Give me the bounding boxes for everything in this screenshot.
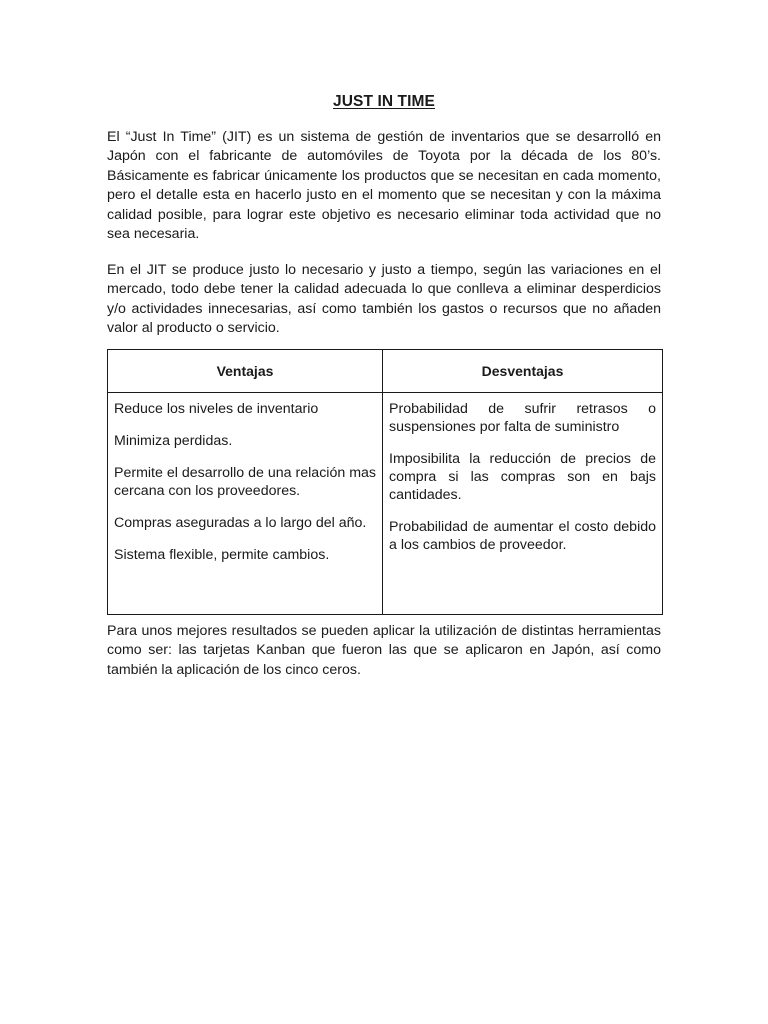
ventajas-header: Ventajas: [108, 350, 383, 393]
table-header-row: [108, 350, 663, 393]
intro-paragraph: El “Just In Time” (JIT) es un sistema de gestión de inventarios que se desarrolló en Japón con el fabricante de automóviles de Toyota por la década de los 80’s. Básicamente es fabricar únicamente los productos que se necesitan en cada momento, pero el detalle esta en hacerlo justo en el momento que se necesitan y con la máxima calidad posible, para lograr este objetivo es necesario eliminar toda actividad que no sea necesaria.: [107, 129, 661, 243]
ventajas-cell: [108, 393, 383, 615]
tools-paragraph: Para unos mejores resultados se pueden aplicar la utilización de distintas herramientas como ser: las tarjetas Kanban que fueron las que se aplicaron en Japón, así como también la aplicación de los cinco ceros.: [107, 623, 661, 678]
document-title: JUST IN TIME: [333, 93, 435, 110]
ventaja-item: Sistema flexible, permite cambios.: [114, 547, 330, 563]
desventaja-item: Probabilidad de aumentar el costo debido a los cambios de proveedor.: [389, 519, 656, 553]
desventaja-item: Probabilidad de sufrir retrasos o suspensiones por falta de suministro: [389, 401, 656, 435]
desventajas-header: Desventajas: [383, 350, 663, 393]
ventaja-item: Compras aseguradas a lo largo del año.: [114, 515, 367, 531]
desventajas-cell: [383, 393, 663, 615]
jit-description-paragraph: En el JIT se produce justo lo necesario y justo a tiempo, según las variaciones en el mercado, todo debe tener la calidad adecuada lo que conlleva a eliminar desperdicios y/o actividades innecesarias, así como también los gastos o recursos que no añaden valor al producto o servicio.: [107, 262, 661, 337]
ventaja-item: Minimiza perdidas.: [114, 433, 233, 449]
ventaja-item: Permite el desarrollo de una relación mas cercana con los proveedores.: [114, 465, 376, 499]
ventaja-item: Reduce los niveles de inventario: [114, 401, 319, 417]
advantages-disadvantages-table: [107, 349, 663, 615]
table-row: [108, 393, 663, 615]
desventaja-item: Imposibilita la reducción de precios de compra si las compras son en bajs cantidades.: [389, 451, 656, 503]
